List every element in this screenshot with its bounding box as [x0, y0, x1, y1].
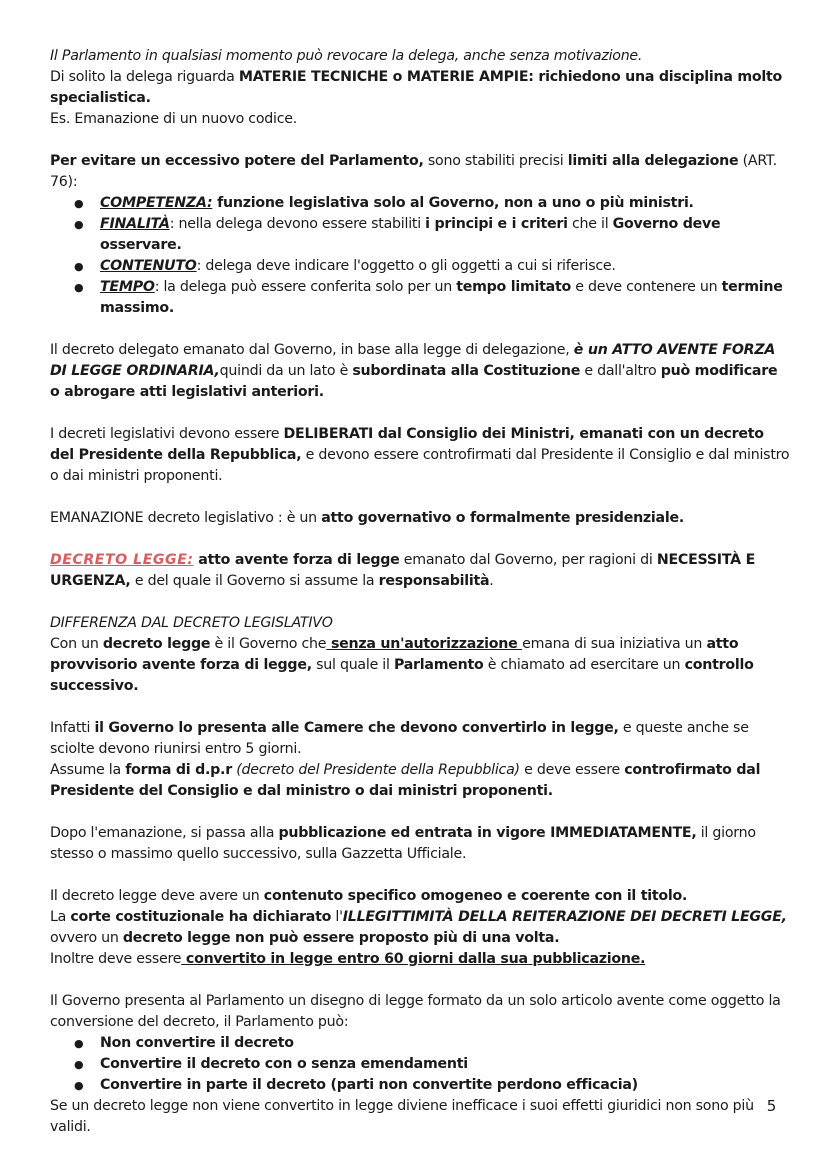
text: .: [489, 573, 494, 589]
paragraph-infatti: [50, 718, 790, 760]
text: Inoltre deve essere: [50, 951, 182, 967]
list-item-contenuto: [100, 256, 790, 277]
paragraph-emanazione: [50, 508, 790, 529]
text: Infatti: [50, 720, 95, 736]
bold-text: pubblicazione ed entrata in vigore IMMEDIATAMENTE,: [278, 825, 697, 841]
bold-text: atto provvisorio avente forza di legge,: [50, 636, 739, 673]
options-list: [50, 1033, 790, 1096]
list-item-competenza: [100, 193, 790, 214]
paragraph-con-un-decreto: [50, 634, 790, 697]
bold-text: controllo successivo.: [50, 657, 754, 694]
bold-text: corte costituzionale ha dichiarato: [70, 909, 332, 925]
text: : la delega può essere conferita solo per un: [154, 279, 457, 295]
bold-text: atto avente forza di legge: [193, 552, 400, 568]
italic-text: (decreto del Presidente della Repubblica): [231, 762, 520, 778]
bold-text: funzione legislativa solo al Governo, non a uno o più ministri.: [212, 195, 694, 211]
text: Il Governo presenta al Parlamento un disegno di legge formato da un solo articolo avente come oggetto la conversione del decreto, il Parlamento può:: [50, 993, 781, 1030]
text: Se un decreto legge non viene convertito in legge diviene inefficace i suoi effetti giuridici non sono più validi.: [50, 1098, 754, 1135]
text: Es. Emanazione di un nuovo codice.: [50, 111, 298, 127]
bold-text: controfirmato dal Presidente del Consiglio e dal ministro o dai ministri proponenti.: [50, 762, 761, 799]
text: Il decreto legge deve avere un: [50, 888, 264, 904]
paragraph-esempio: [50, 109, 790, 130]
bold-text: Convertire il decreto con o senza emendamenti: [100, 1056, 468, 1072]
text: Assume la: [50, 762, 126, 778]
underlined-text: convertito in legge entro 60 giorni dalla sua pubblicazione.: [181, 951, 646, 967]
bold-text: atto governativo o formalmente presidenziale.: [321, 510, 684, 526]
text: sul quale il: [311, 657, 394, 673]
paragraph-decreti-legislativi: [50, 424, 790, 487]
bold-text: decreto legge non può essere proposto più di una volta.: [122, 930, 560, 946]
text: Con un: [50, 636, 103, 652]
list-item-option-3: [100, 1075, 790, 1096]
bold-italic-text: è un ATTO AVENTE FORZA DI LEGGE ORDINARIA,: [50, 342, 776, 379]
text: e devono essere controfirmati dal Presidente il Consiglio e dal ministro o dai ministri proponenti.: [50, 447, 790, 484]
paragraph-decreto-legge: [50, 550, 790, 592]
term: COMPETENZA:: [100, 195, 213, 211]
underlined-text: senza un'autorizzazione: [326, 636, 523, 652]
list-item-option-2: [100, 1054, 790, 1075]
text: EMANAZIONE decreto legislativo : è un: [50, 510, 322, 526]
text: emanato dal Governo, per ragioni di: [399, 552, 657, 568]
bold-text: NECESSITÀ E URGENZA,: [50, 552, 756, 589]
bold-text: i principi e i criteri: [425, 216, 568, 232]
text: I decreti legislativi devono essere: [50, 426, 284, 442]
paragraph-conversione: [50, 949, 790, 970]
text: e del quale il Governo si assume la: [130, 573, 379, 589]
italic-text: DIFFERENZA DAL DECRETO LEGISLATIVO: [50, 615, 333, 631]
bold-text: Governo deve osservare.: [100, 216, 721, 253]
bold-text: MATERIE TECNICHE o MATERIE AMPIE: richiedono una disciplina molto specialistica.: [50, 69, 783, 106]
page-number: 5: [766, 1097, 776, 1115]
text: Dopo l'emanazione, si passa alla: [50, 825, 279, 841]
bold-text: il Governo lo presenta alle Camere che devono convertirlo in legge,: [94, 720, 619, 736]
text: : delega deve indicare l'oggetto o gli oggetti a cui si riferisce.: [196, 258, 616, 274]
limits-list: [50, 193, 790, 319]
bold-text: limiti alla delegazione: [567, 153, 739, 169]
bold-text: DELIBERATI dal Consiglio dei Ministri, emanati con un decreto del Presidente della Repubblica,: [50, 426, 764, 463]
text: (ART. 76):: [50, 153, 777, 190]
bold-text: tempo limitato: [456, 279, 571, 295]
text: Il decreto delegato emanato dal Governo, in base alla legge di delegazione,: [50, 342, 574, 358]
list-item-finalita: [100, 214, 790, 256]
list-item-tempo: [100, 277, 790, 319]
text: ovvero un: [50, 930, 123, 946]
bold-text: subordinata alla Costituzione: [352, 363, 581, 379]
text: quindi da un lato è: [219, 363, 353, 379]
paragraph-pubblicazione: [50, 823, 790, 865]
term: TEMPO: [100, 279, 155, 295]
bold-text: Non convertire il decreto: [100, 1035, 294, 1051]
paragraph-revoca: [50, 46, 790, 67]
text: è il Governo che: [210, 636, 327, 652]
paragraph-forma-dpr: [50, 760, 790, 802]
text: emana di sua iniziativa un: [522, 636, 707, 652]
text: e deve essere: [519, 762, 625, 778]
paragraph-decreto-delegato: [50, 340, 790, 403]
heading-decreto-legge: DECRETO LEGGE:: [50, 552, 194, 568]
bold-text: può modificare o abrogare atti legislativi anteriori.: [50, 363, 778, 400]
text: il giorno stesso o massimo quello successivo, sulla Gazzetta Ufficiale.: [50, 825, 756, 862]
text: e dall'altro: [580, 363, 661, 379]
paragraph-governo-presenta: [50, 991, 790, 1033]
bold-text: termine massimo.: [100, 279, 783, 316]
bold-text: decreto legge: [102, 636, 211, 652]
bold-text: Per evitare un eccessivo potere del Parlamento,: [50, 153, 424, 169]
text: sono stabiliti precisi: [423, 153, 568, 169]
paragraph-contenuto: [50, 886, 790, 907]
bold-text: contenuto specifico omogeneo e coerente con il titolo.: [263, 888, 688, 904]
text: che il: [567, 216, 613, 232]
text: e queste anche se sciolte devono riunirsi entro 5 giorni.: [50, 720, 749, 757]
subheading-differenza: [50, 613, 790, 634]
bold-text: responsabilità: [378, 573, 490, 589]
bold-italic-text: ILLEGITTIMITÀ DELLA REITERAZIONE DEI DECRETI LEGGE,: [342, 909, 787, 925]
list-item-option-1: [100, 1033, 790, 1054]
bold-text: forma di d.p.r: [125, 762, 232, 778]
paragraph-materie: [50, 67, 790, 109]
text: La: [50, 909, 71, 925]
text: : nella delega devono essere stabiliti: [169, 216, 426, 232]
bold-text: Convertire in parte il decreto (parti non convertite perdono efficacia): [100, 1077, 638, 1093]
text: l': [331, 909, 343, 925]
paragraph-corte: [50, 907, 790, 949]
term: FINALITÀ: [100, 216, 170, 232]
paragraph-inefficace: [50, 1096, 790, 1138]
text: Il Parlamento in qualsiasi momento può revocare la delega, anche senza motivazione.: [50, 48, 643, 64]
text: Di solito la delega riguarda: [50, 69, 239, 85]
text: è chiamato ad esercitare un: [483, 657, 685, 673]
paragraph-limiti: [50, 151, 790, 193]
bold-text: Parlamento: [393, 657, 484, 673]
text: e deve contenere un: [571, 279, 722, 295]
term: CONTENUTO: [100, 258, 197, 274]
document-body: [50, 46, 790, 1138]
